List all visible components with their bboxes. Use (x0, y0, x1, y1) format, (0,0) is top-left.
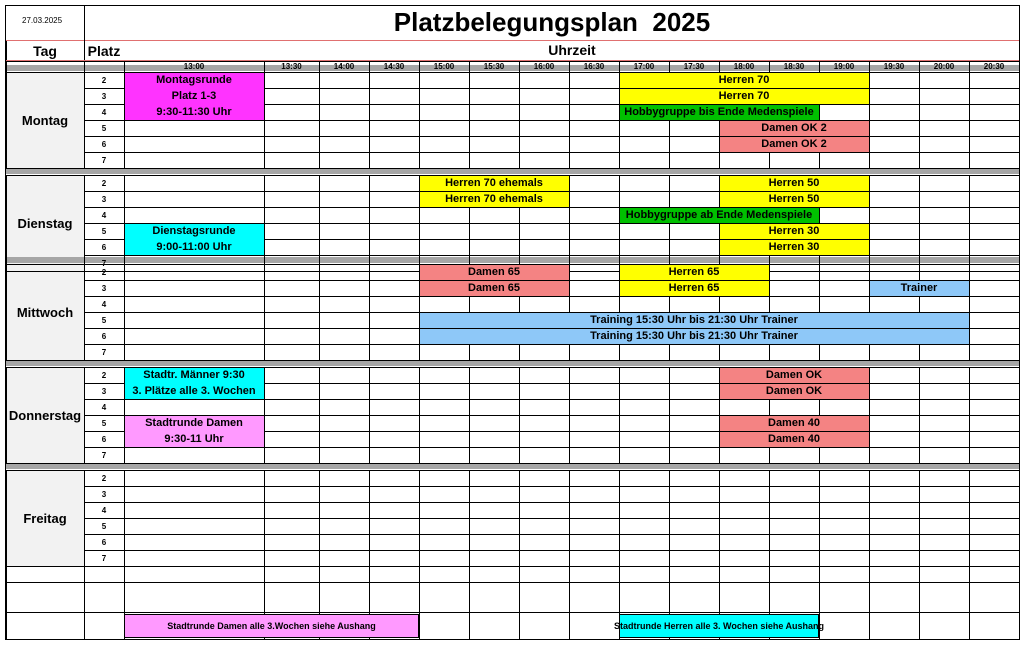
column-header-platz: Platz (87, 43, 121, 59)
booking-label: Training 15:30 Uhr bis 21:30 Uhr Trainer (590, 314, 798, 326)
court-number: 4 (101, 402, 107, 412)
court-number: 7 (101, 258, 107, 268)
time-slot-1500: 15:00 (433, 62, 455, 71)
booking-label: Herren 70 (718, 74, 770, 86)
booking-label: Damen 40 (768, 433, 820, 445)
time-slot-2000: 20:00 (933, 62, 955, 71)
court-number: 4 (101, 210, 107, 220)
booking-label: Hobbygruppe bis Ende Medenspiele (624, 106, 814, 118)
booking-label: Herren 70 ehemals (445, 193, 543, 205)
court-number: 6 (101, 537, 107, 547)
time-slot-1330: 13:30 (281, 62, 302, 71)
time-slot-1530: 15:30 (483, 62, 505, 71)
booking-label: 9:30-11:30 Uhr (156, 106, 232, 118)
note-stadtrunde-damen: Stadtrunde Damen alle 3.Wochen siehe Aushang (124, 614, 419, 638)
court-number: 3 (101, 91, 107, 101)
booking-label: Damen 40 (768, 417, 820, 429)
court-number: 2 (101, 75, 107, 85)
booking-label: Damen OK (765, 385, 823, 397)
time-slot-1400: 14:00 (333, 62, 355, 71)
time-slot-1900: 19:00 (833, 62, 855, 71)
booking-label: Damen OK (765, 369, 823, 381)
booking-label: Stadtr. Männer 9:30 (143, 369, 245, 381)
time-slot-1730: 17:30 (683, 62, 705, 71)
booking-label: 9:30-11 Uhr (164, 433, 224, 445)
booking-label: Herren 70 ehemals (445, 177, 543, 189)
court-number: 2 (101, 473, 107, 483)
court-number: 4 (101, 107, 107, 117)
column-header-tag: Tag (33, 43, 57, 59)
booking-label: Damen OK 2 (761, 122, 827, 134)
booking-label: Herren 70 (718, 90, 770, 102)
day-name-freitag: Freitag (23, 510, 67, 526)
court-number: 7 (101, 553, 107, 563)
day-name-montag: Montag (21, 112, 69, 128)
court-number: 2 (101, 267, 107, 277)
booking-label: Montagsrunde (156, 74, 232, 86)
booking-label: Herren 50 (768, 193, 820, 205)
booking-label: Herren 30 (768, 225, 820, 237)
booking-label: Damen OK 2 (761, 138, 827, 150)
booking-label: Herren 65 (668, 282, 720, 294)
day-name-donnerstag: Donnerstag (8, 407, 82, 423)
court-number: 7 (101, 347, 107, 357)
time-slot-1800: 18:00 (733, 62, 755, 71)
court-number: 3 (101, 386, 107, 396)
court-number: 5 (101, 521, 107, 531)
booking-label: 9:00-11:00 Uhr (156, 241, 232, 253)
time-slot-1600: 16:00 (533, 62, 555, 71)
court-number: 6 (101, 242, 107, 252)
court-number: 6 (101, 331, 107, 341)
booking-label: Hobbygruppe ab Ende Medenspiele (625, 209, 813, 221)
booking-label: Damen 65 (468, 266, 520, 278)
note-stadtrunde-herren: Stadtrunde Herren alle 3. Wochen siehe Aushang (619, 614, 819, 638)
column-header-uhrzeit: Uhrzeit (548, 42, 596, 58)
day-name-mittwoch: Mittwoch (16, 304, 74, 320)
court-number: 5 (101, 315, 107, 325)
booking-label: Herren 50 (768, 177, 820, 189)
time-slot-1700: 17:00 (633, 62, 655, 71)
court-number: 7 (101, 450, 107, 460)
court-number: 2 (101, 178, 107, 188)
booking-label: Herren 30 (768, 241, 820, 253)
time-slot-1300: 13:00 (183, 62, 205, 71)
print-date: 27.03.2025 (22, 16, 63, 25)
time-slot-1930: 19:30 (883, 62, 905, 71)
court-number: 5 (101, 226, 107, 236)
court-number: 3 (101, 194, 107, 204)
time-slot-1630: 16:30 (583, 62, 605, 71)
booking-label: Platz 1-3 (171, 90, 217, 102)
time-slot-1430: 14:30 (383, 62, 405, 71)
booking-label: Trainer (900, 282, 938, 294)
outer-frame (5, 5, 1020, 640)
day-name-dienstag: Dienstag (17, 215, 73, 231)
booking-label: 3. Plätze alle 3. Wochen (132, 385, 256, 397)
booking-label: Damen 65 (468, 282, 520, 294)
booking-label: Stadtrunde Damen (145, 417, 243, 429)
page-title: Platzbelegungsplan 2025 (393, 6, 711, 37)
time-slot-1830: 18:30 (783, 62, 805, 71)
booking-label: Training 15:30 Uhr bis 21:30 Uhr Trainer (590, 330, 798, 342)
court-number: 5 (101, 123, 107, 133)
court-number: 2 (101, 370, 107, 380)
court-number: 6 (101, 434, 107, 444)
time-slot-2030: 20:30 (983, 62, 1005, 71)
court-number: 3 (101, 489, 107, 499)
court-number: 5 (101, 418, 107, 428)
court-number: 4 (101, 299, 107, 309)
booking-label: Dienstagsrunde (152, 225, 236, 237)
court-number: 6 (101, 139, 107, 149)
court-number: 4 (101, 505, 107, 515)
court-number: 7 (101, 155, 107, 165)
booking-label: Herren 65 (668, 266, 720, 278)
court-number: 3 (101, 283, 107, 293)
